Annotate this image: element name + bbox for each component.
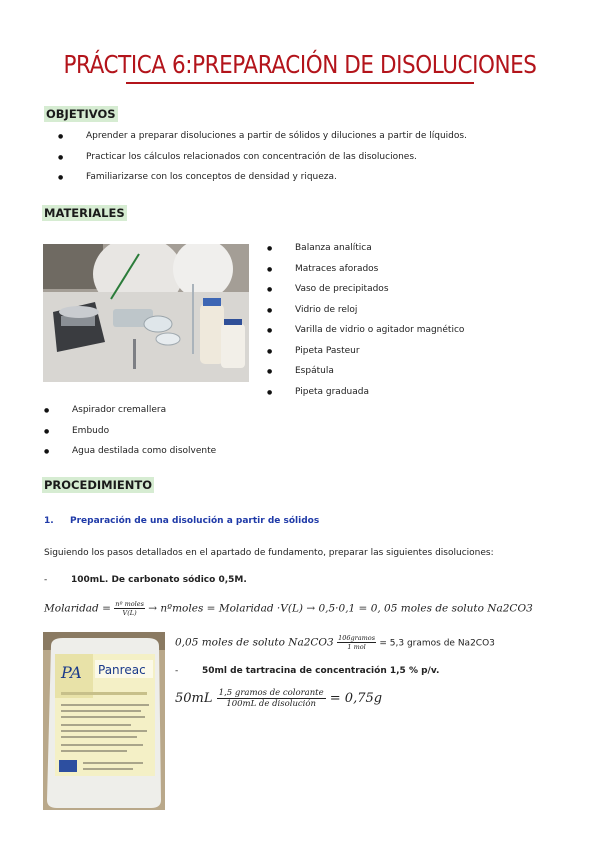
- list-item: ● Embudo: [44, 425, 216, 446]
- list-item: ● Balanza analítica: [267, 242, 464, 263]
- eq2-fraction: [337, 634, 376, 651]
- list-item: ● Vaso de precipitados: [267, 283, 464, 304]
- objetivos-heading: OBJETIVOS: [46, 107, 116, 121]
- eq3-frac-den: 100mL de disolución: [226, 699, 316, 709]
- eq3-rest: = 0,75g: [329, 691, 383, 706]
- list-item: ● Matraces aforados: [267, 263, 464, 284]
- materiales-heading: MATERIALES: [44, 206, 125, 220]
- equation-molaridad: [44, 600, 533, 617]
- step-title: Preparación de una disolución a partir de sólidos: [70, 516, 320, 526]
- list-item: ● Aprender a preparar disoluciones a partir de sólidos y diluciones a partir de líquidos.: [58, 130, 467, 151]
- equation-tartracina: [175, 688, 382, 709]
- lab-photo: [43, 244, 249, 382]
- page-title: PRÁCTICA 6:PREPARACIÓN DE DISOLUCIONES: [63, 50, 537, 79]
- eq3-fraction: [217, 688, 326, 709]
- objetivos-list: [58, 130, 467, 192]
- eq1-lhs: Molaridad =: [44, 602, 111, 615]
- list-item: ● Familiarizarse con los conceptos de densidad y riqueza.: [58, 171, 467, 192]
- dash-1: -: [44, 575, 48, 585]
- eq3-lhs: 50mL: [175, 691, 213, 706]
- dash-2: -: [175, 666, 179, 676]
- equation-gramos-carbonato: [175, 634, 495, 651]
- eq1-frac-num: nº moles: [115, 600, 144, 608]
- step-number: 1.: [44, 516, 54, 526]
- list-item: ● Aspirador cremallera: [44, 404, 216, 425]
- list-item: ● Vidrio de reloj: [267, 304, 464, 325]
- list-item: ● Varilla de vidrio o agitador magnético: [267, 324, 464, 345]
- list-item: ● Agua destilada como disolvente: [44, 445, 216, 466]
- list-item: ● Espátula: [267, 365, 464, 386]
- list-item: ● Pipeta graduada: [267, 386, 464, 407]
- list-item: ● Practicar los cálculos relacionados con concentración de las disoluciones.: [58, 151, 467, 172]
- materiales-left-list: [44, 404, 216, 466]
- item-tartracina: 50ml de tartracina de concentración 1,5 % p/v.: [202, 666, 440, 676]
- eq2-frac-den: 1 mol: [347, 643, 366, 651]
- eq2-lhs: 0,05 moles de soluto Na2CO3: [175, 636, 334, 649]
- eq2-rest: = 5,3 gramos de Na2CO3: [379, 638, 495, 649]
- item-carbonato: 100mL. De carbonato sódico 0,5M.: [71, 575, 247, 585]
- procedimiento-heading: PROCEDIMIENTO: [44, 478, 153, 492]
- eq2-frac-num: 106gramos: [338, 634, 376, 642]
- materiales-right-list: [267, 242, 464, 406]
- panreac-bottle-photo: [43, 632, 165, 810]
- bottle-maker: Panreac: [98, 663, 146, 677]
- bottle-brand: PA: [61, 663, 82, 682]
- eq3-frac-num: 1,5 gramos de colorante: [218, 688, 324, 698]
- intro-text: Siguiendo los pasos detallados en el apartado de fundamento, preparar las siguientes disoluciones:: [44, 548, 494, 558]
- list-item: ● Pipeta Pasteur: [267, 345, 464, 366]
- eq1-fraction: [114, 600, 145, 617]
- title-underline: [126, 82, 474, 84]
- eq1-rest: → nºmoles = Molaridad ·V(L) → 0,5·0,1 = 0, 05 moles de soluto Na2CO3: [148, 602, 533, 615]
- eq1-frac-den: V(L): [122, 609, 137, 617]
